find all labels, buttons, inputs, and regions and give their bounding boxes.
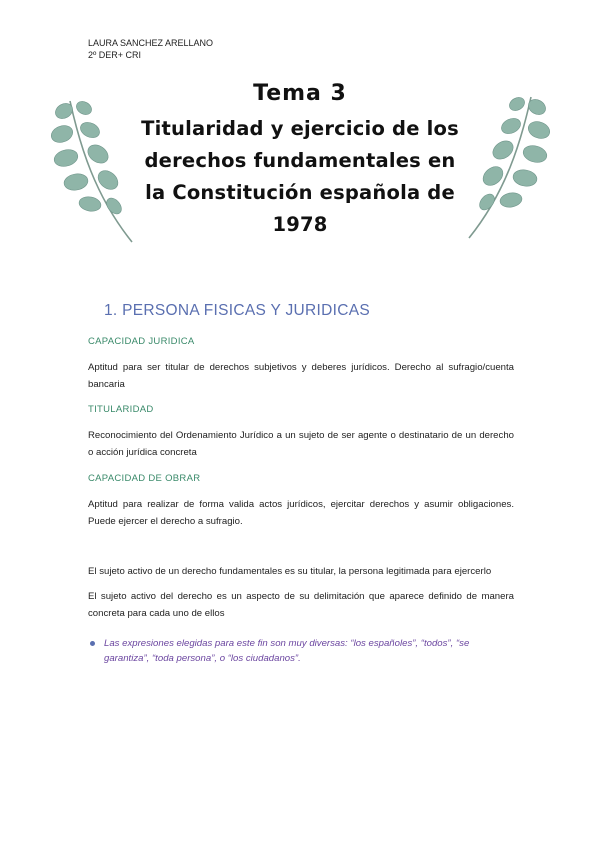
subheading-titularidad: TITULARIDAD: [88, 404, 154, 415]
title-line: 1978: [272, 213, 328, 236]
bullet-text: Las expresiones elegidas para este fin son muy diversas: “los españoles”, “todos”, “se garantiza”, “toda persona”, o “los ciudadanos”.: [104, 638, 470, 664]
paragraph-capacidad-juridica: Aptitud para ser titular de derechos subjetivos y deberes jurídicos. Derecho al sufragio/cuenta bancaria: [88, 362, 514, 390]
paragraph-delimitacion: El sujeto activo del derecho es un aspecto de su delimitación que aparece definido de manera concreta para cada uno de ellos: [88, 591, 514, 619]
subheading-capacidad-obrar: CAPACIDAD DE OBRAR: [88, 473, 201, 484]
paragraph-sujeto-activo: El sujeto activo de un derecho fundamentales es su titular, la persona legitimada para ejercerlo: [88, 566, 492, 577]
section-heading: 1. PERSONA FISICAS Y JURIDICAS: [104, 302, 370, 319]
author-block: [88, 37, 213, 61]
title-line: la Constitución española de: [145, 181, 455, 204]
author-name: LAURA SANCHEZ ARELLANO: [88, 38, 214, 48]
title-line: Titularidad y ejercicio de los: [141, 117, 459, 140]
bullet-item: [104, 636, 514, 666]
subheading-capacidad-juridica: CAPACIDAD JURIDICA: [88, 336, 195, 347]
title-tema: Tema 3: [253, 81, 347, 106]
paragraph-titularidad: Reconocimiento del Ordenamiento Jurídico a un sujeto de ser agente o destinatario de un derecho o acción jurídica concreta: [88, 430, 514, 458]
bullet-dot-icon: [90, 641, 95, 646]
paragraph-capacidad-obrar: Aptitud para realizar de forma valida actos jurídicos, ejercitar derechos y asumir obligaciones. Puede ejercer el derecho a sufragio.: [88, 499, 514, 527]
title-line: derechos fundamentales en: [144, 149, 456, 172]
document-title: [120, 79, 480, 241]
author-course: 2º DER+ CRI: [88, 50, 142, 60]
